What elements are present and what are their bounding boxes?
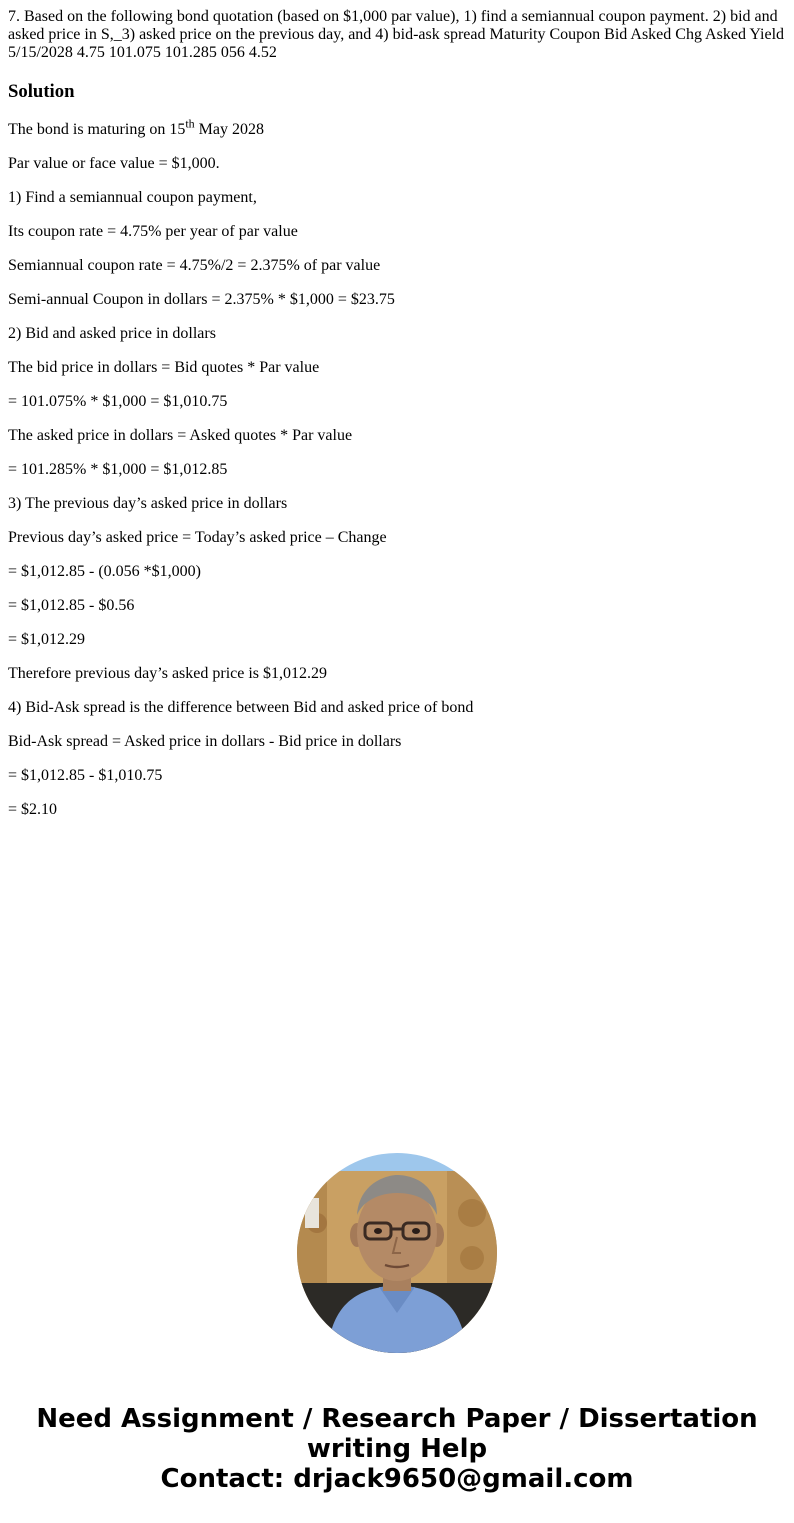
solution-line: = $1,012.29 xyxy=(8,631,86,648)
footer-line-1: Need Assignment / Research Paper / Dissertation xyxy=(36,1404,758,1434)
solution-steps xyxy=(8,116,786,819)
maturity-line xyxy=(8,116,786,139)
solution-line: Par value or face value = $1,000. xyxy=(8,155,220,172)
solution-line: Therefore previous day’s asked price is $1,012.29 xyxy=(8,665,328,682)
solution-line: = 101.075% * $1,000 = $1,010.75 xyxy=(8,393,228,410)
author-avatar xyxy=(297,1153,497,1353)
solution-line: The asked price in dollars = Asked quotes * Par value xyxy=(8,427,353,444)
solution-line: 3) The previous day’s asked price in dollars xyxy=(8,495,288,512)
solution-line: = 101.285% * $1,000 = $1,012.85 xyxy=(8,461,228,478)
maturity-line-text: The bond is maturing on 15 xyxy=(8,121,186,138)
solution-line: 2) Bid and asked price in dollars xyxy=(8,325,216,342)
solution-line: Its coupon rate = 4.75% per year of par value xyxy=(8,223,298,240)
solution-line: 4) Bid-Ask spread is the difference between Bid and asked price of bond xyxy=(8,699,474,716)
footer-contact: Contact: drjack9650@gmail.com xyxy=(160,1464,634,1494)
maturity-line-date: May 2028 xyxy=(194,121,264,138)
solution-line: = $2.10 xyxy=(8,801,58,818)
question-text: 7. Based on the following bond quotation (based on $1,000 par value), 1) find a semiannual coupon payment. 2) bid and asked price in S,_3) asked price on the previous day, and 4) bid-ask spread Maturity Coupon Bid Asked Chg Asked Yield 5/15/2028 4.75 101.075 101.285 056 4.52 xyxy=(8,8,785,61)
solution-line: = $1,012.85 - $0.56 xyxy=(8,597,135,614)
solution-line: = $1,012.85 - $1,010.75 xyxy=(8,767,163,784)
solution-line: Bid-Ask spread = Asked price in dollars - Bid price in dollars xyxy=(8,733,402,750)
ordinal-suffix: th xyxy=(185,116,195,131)
solution-line: The bid price in dollars = Bid quotes * Par value xyxy=(8,359,320,376)
author-portrait-image xyxy=(297,1153,497,1353)
solution-heading: Solution xyxy=(8,81,75,102)
solution-line: Semi-annual Coupon in dollars = 2.375% * $1,000 = $23.75 xyxy=(8,291,395,308)
footer-banner xyxy=(0,1404,794,1494)
footer-line-2: writing Help xyxy=(306,1434,488,1464)
solution-line: Previous day’s asked price = Today’s asked price – Change xyxy=(8,529,387,546)
solution-line: Semiannual coupon rate = 4.75%/2 = 2.375% of par value xyxy=(8,257,381,274)
solution-line: 1) Find a semiannual coupon payment, xyxy=(8,189,257,206)
solution-line: = $1,012.85 - (0.056 *$1,000) xyxy=(8,563,202,580)
